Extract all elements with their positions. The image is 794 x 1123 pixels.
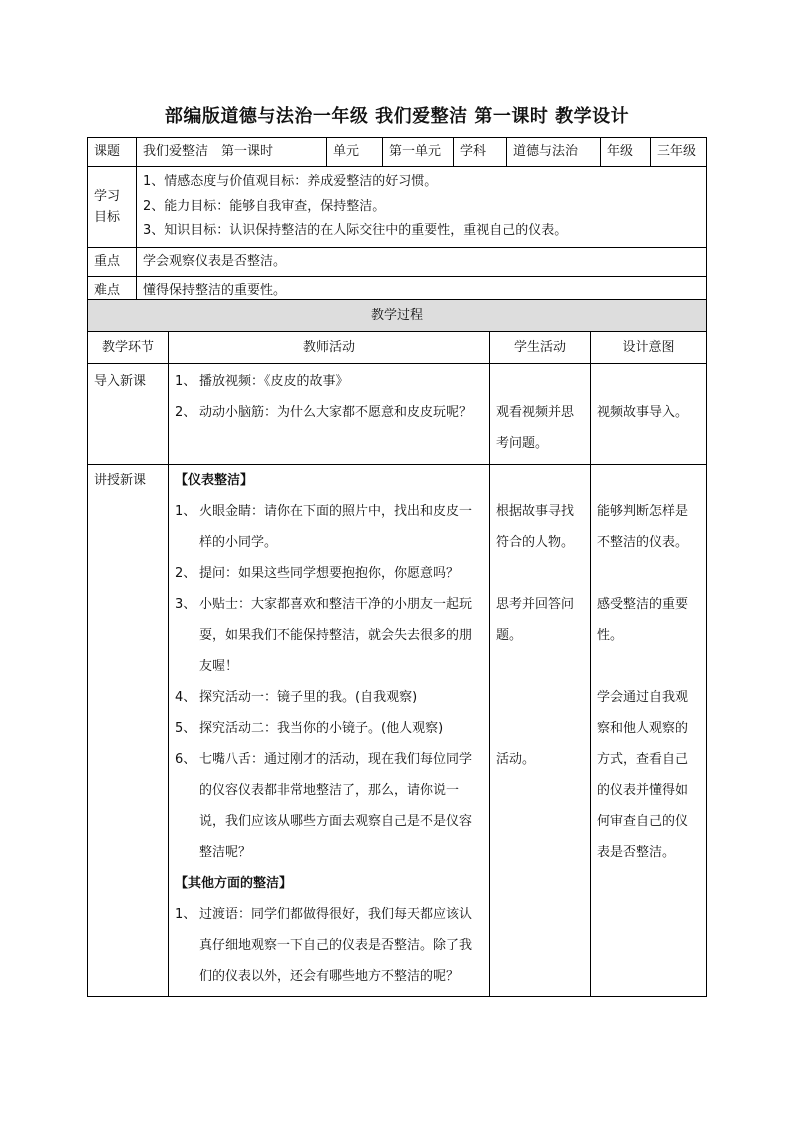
item-text: 播放视频：《皮皮的故事》 — [199, 374, 349, 389]
key-label: 重点 — [88, 247, 137, 276]
list-item — [175, 589, 483, 682]
student-line: 思考并回答问 — [496, 597, 575, 612]
list-item — [175, 558, 483, 589]
spacer — [496, 682, 584, 713]
lecture-stage: 讲授新课 — [88, 465, 169, 997]
intent-line: 方式，查看自己 — [597, 752, 689, 767]
intent-line: 的仪表并懂得如 — [597, 783, 689, 798]
lecture-teacher — [169, 465, 490, 997]
lecture-intent — [591, 465, 707, 997]
intent-line: 性。 — [597, 628, 624, 643]
student-line: 根据故事寻找 — [496, 504, 575, 519]
header-student: 学生活动 — [490, 332, 591, 364]
goals-label-line-2: 目标 — [94, 209, 121, 225]
section-heading: 【其他方面的整洁】 — [175, 876, 293, 891]
header-stage: 教学环节 — [88, 332, 169, 364]
process-table — [87, 299, 707, 997]
student-line: 观看视频并思 — [496, 405, 575, 420]
item-text: 小贴士：大家都喜欢和整洁干净的小朋友一起玩耍，如果我们不能保持整洁，就会失去很多的朋友喔！ — [199, 597, 473, 674]
header-intent: 设计意图 — [591, 332, 707, 364]
spacer — [496, 713, 584, 744]
list-item — [175, 366, 483, 397]
goals-label-line-1: 学习 — [94, 188, 121, 204]
intro-teacher — [169, 364, 490, 465]
difficulty-label: 难点 — [88, 276, 137, 305]
list-item — [175, 713, 483, 744]
student-line: 符合的人物。 — [496, 535, 575, 550]
section-heading: 【仪表整洁】 — [175, 473, 254, 488]
subject-value: 道德与法治 — [507, 138, 601, 167]
spacer — [496, 651, 584, 682]
student-line: 活动。 — [496, 752, 536, 767]
info-table — [87, 137, 707, 306]
item-text: 动动小脑筋：为什么大家都不愿意和皮皮玩呢？ — [199, 405, 473, 420]
item-text: 火眼金睛：请你在下面的照片中，找出和皮皮一样的小同学。 — [199, 504, 473, 550]
intent-line: 何审查自己的仪 — [597, 814, 689, 829]
item-text: 提问：如果这些同学想要抱抱你，你愿意吗？ — [199, 566, 460, 581]
intent-line: 表是否整洁。 — [597, 845, 676, 860]
key-value: 学会观察仪表是否整洁。 — [137, 247, 707, 276]
intent-line: 能够判断怎样是 — [597, 504, 689, 519]
list-item — [175, 899, 483, 992]
intro-student — [490, 364, 591, 465]
item-number: 1、 — [175, 907, 197, 922]
student-line: 题。 — [496, 628, 523, 643]
intro-intent — [591, 364, 707, 465]
subject-label: 学科 — [454, 138, 507, 167]
spacer — [597, 651, 700, 682]
list-item — [175, 397, 483, 428]
spacer — [597, 558, 700, 589]
unit-value: 第一单元 — [383, 138, 454, 167]
header-teacher: 教师活动 — [169, 332, 490, 364]
item-number: 2、 — [175, 566, 197, 581]
item-number: 3、 — [175, 597, 197, 612]
item-text: 七嘴八舌：通过刚才的活动，现在我们每位同学的仪容仪表都非常地整洁了，那么，请你说一说，我们应该从哪些方面去观察自己是不是仪容整洁呢？ — [199, 752, 473, 860]
list-item — [175, 682, 483, 713]
goals-list — [137, 167, 707, 248]
item-number: 5、 — [175, 721, 197, 736]
item-number: 4、 — [175, 690, 197, 705]
page-title: 部编版道德与法治一年级 我们爱整洁 第一课时 教学设计 — [164, 106, 630, 127]
list-item — [175, 744, 483, 868]
goal-item: 2、能力目标：能够自我审查，保持整洁。 — [143, 198, 386, 214]
item-number: 1、 — [175, 374, 197, 389]
item-number: 1、 — [175, 504, 197, 519]
intent-line: 学会通过自我观 — [597, 690, 689, 705]
list-item — [175, 496, 483, 558]
grade-label: 年级 — [601, 138, 651, 167]
grade-value: 三年级 — [651, 138, 707, 167]
intent-line: 感受整洁的重要 — [597, 597, 689, 612]
item-text: 探究活动一：镜子里的我。(自我观察) — [199, 690, 418, 705]
item-number: 6、 — [175, 752, 197, 767]
spacer — [496, 558, 584, 589]
unit-label: 单元 — [327, 138, 383, 167]
item-text: 过渡语：同学们都做得很好，我们每天都应该认真仔细地观察一下自己的仪表是否整洁。除了我们的仪表以外，还会有哪些地方不整洁的呢？ — [199, 907, 473, 984]
lecture-student — [490, 465, 591, 997]
topic-value: 我们爱整洁 第一课时 — [137, 138, 327, 167]
difficulty-value: 懂得保持整洁的重要性。 — [137, 276, 707, 305]
process-band: 教学过程 — [88, 300, 707, 332]
topic-label: 课题 — [88, 138, 137, 167]
student-line: 考问题。 — [496, 436, 549, 451]
intent-line: 视频故事导入。 — [597, 405, 689, 420]
item-text: 探究活动二：我当你的小镜子。(他人观察) — [199, 721, 444, 736]
goals-label — [88, 167, 137, 248]
intent-line: 察和他人观察的 — [597, 721, 689, 736]
intro-stage: 导入新课 — [88, 364, 169, 465]
goal-item: 3、知识目标：认识保持整洁的在人际交往中的重要性，重视自己的仪表。 — [143, 223, 568, 238]
goal-item: 1、情感态度与价值观目标：养成爱整洁的好习惯。 — [143, 174, 438, 189]
intent-line: 不整洁的仪表。 — [597, 535, 689, 550]
item-number: 2、 — [175, 405, 197, 420]
